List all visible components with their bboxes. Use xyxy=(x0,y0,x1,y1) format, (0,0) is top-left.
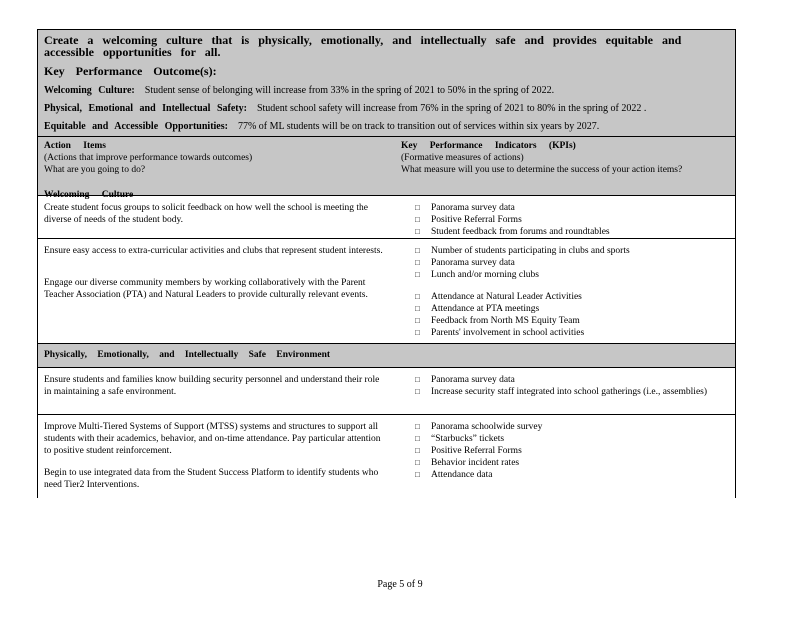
header-action-desc: (Actions that improve performance towards outcomes) xyxy=(44,153,253,163)
kpi-item: □ Behavior incident rates xyxy=(415,457,731,469)
kpo-heading: Key Performance Outcome(s): xyxy=(44,64,217,78)
kpi-item: □ Student feedback from forums and roundtables xyxy=(415,226,731,238)
page-number: Page 5 of 9 xyxy=(377,579,423,590)
outcome-safety xyxy=(44,103,729,115)
outcome-equity xyxy=(44,121,729,133)
kpi-cell xyxy=(397,239,735,343)
header-action-title: Action Items xyxy=(44,141,106,151)
kpi-cell xyxy=(397,196,735,238)
header-action-question: What are you going to do? xyxy=(44,165,146,175)
table-row xyxy=(37,238,736,343)
action-cell: Ensure students and families know building security personnel and understand their role in maintaining a safe environment. xyxy=(44,375,380,397)
outcome-label: Equitable and Accessible Opportunities: xyxy=(44,121,228,132)
kpi-item: □ Positive Referral Forms xyxy=(415,445,731,457)
action-cell xyxy=(38,415,397,498)
header-kpi-desc: (Formative measures of actions) xyxy=(401,153,524,163)
kpi-cell xyxy=(397,415,735,498)
kpi-item: □ Number of students participating in clubs and sports xyxy=(415,245,731,257)
outcome-welcoming xyxy=(44,85,729,97)
kpi-item: □ Attendance data xyxy=(415,469,731,481)
action-cell: Create student focus groups to solicit feedback on how well the school is meeting the diverse of needs of the student body. xyxy=(44,203,368,225)
kpi-item: □ Panorama survey data xyxy=(415,374,731,386)
header-kpi-title: Key Performance Indicators (KPIs) xyxy=(401,141,576,151)
goal-block xyxy=(37,29,736,136)
kpi-item: □ Panorama schoolwide survey xyxy=(415,421,731,433)
kpi-item: □ Panorama survey data xyxy=(415,202,731,214)
table-row xyxy=(37,414,736,498)
kpi-item: □ Parents' involvement in school activities xyxy=(415,327,731,339)
table-header xyxy=(37,136,736,200)
action-text: Begin to use integrated data from the Student Success Platform to identify students who need Tier2 Interventions. xyxy=(44,468,379,490)
header-kpi-question: What measure will you use to determine the success of your action items? xyxy=(401,165,683,175)
table-row xyxy=(37,195,736,238)
action-cell xyxy=(38,239,397,343)
kpi-item: □ Attendance at PTA meetings xyxy=(415,303,731,315)
section-title-safety: Physically, Emotionally, and Intellectually Safe Environment xyxy=(37,343,736,367)
header-right xyxy=(397,137,735,195)
outcome-label: Welcoming Culture: xyxy=(44,85,135,96)
action-text: Ensure easy access to extra-curricular activities and clubs that represent student interests. xyxy=(44,246,383,256)
kpi-item: □ Lunch and/or morning clubs xyxy=(415,269,731,281)
kpi-cell xyxy=(397,368,735,414)
outcome-text: 77% of ML students will be on track to transition out of services within six years by 2027. xyxy=(237,121,600,132)
kpi-item: □ Attendance at Natural Leader Activities xyxy=(415,291,731,303)
outcome-label: Physical, Emotional and Intellectual Safety: xyxy=(44,103,247,114)
header-left xyxy=(38,137,397,200)
improvement-plan-table xyxy=(37,29,736,498)
kpi-item: □ Feedback from North MS Equity Team xyxy=(415,315,731,327)
kpi-item: □ Increase security staff integrated into school gatherings (i.e., assemblies) xyxy=(415,386,731,398)
kpi-item: □ Panorama survey data xyxy=(415,257,731,269)
outcome-text: Student school safety will increase from 76% in the spring of 2021 to 80% in the spring of 2022 . xyxy=(256,103,647,114)
outcome-text: Student sense of belonging will increase from 33% in the spring of 2021 to 50% in the spring of 2022. xyxy=(144,85,555,96)
action-text: Engage our diverse community members by working collaboratively with the Parent Teacher Association (PTA) and Natural Leaders to provide culturally relevant events. xyxy=(44,278,368,300)
kpi-item: □ Positive Referral Forms xyxy=(415,214,731,226)
action-text: Improve Multi-Tiered Systems of Support (MTSS) systems and structures to support all students with their academics, behavior, and on-time attendance. Pay particular attention to positive student reinforcement. xyxy=(44,422,381,456)
table-row xyxy=(37,367,736,414)
kpi-item: □ “Starbucks” tickets xyxy=(415,433,731,445)
section-title-welcoming: Welcoming Culture xyxy=(44,190,134,200)
goal-statement: Create a welcoming culture that is physically, emotionally, and intellectually safe and provides equitable and accessible opportunities for all. xyxy=(44,33,682,59)
